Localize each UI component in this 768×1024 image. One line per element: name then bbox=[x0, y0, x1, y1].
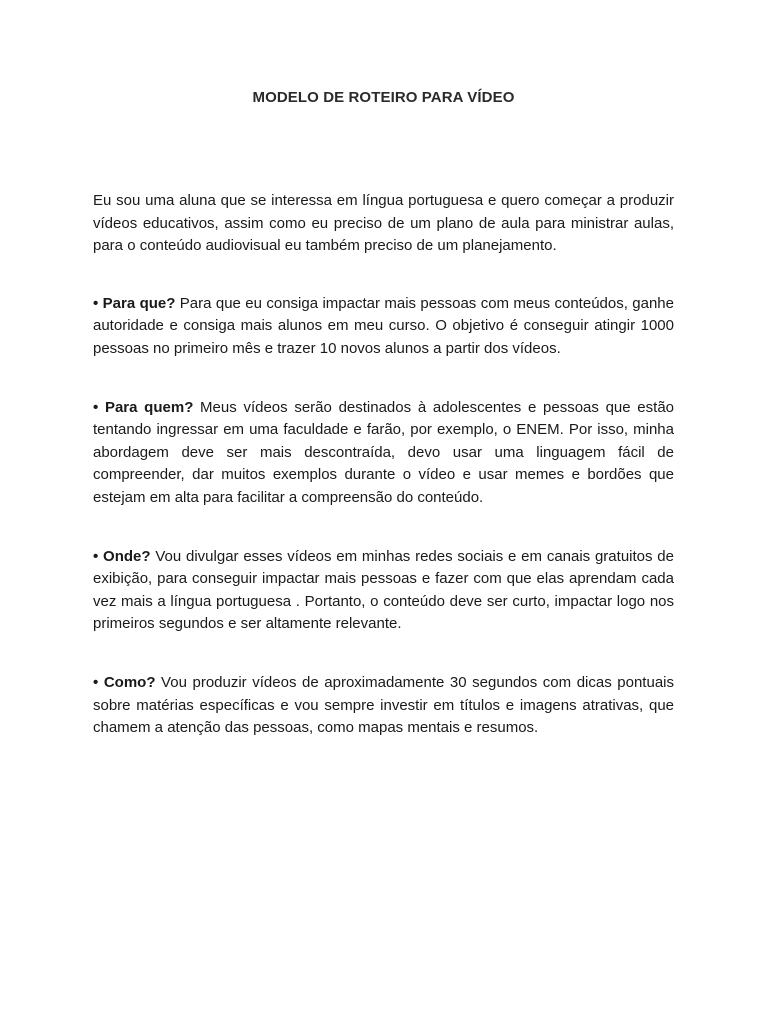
document-title: MODELO DE ROTEIRO PARA VÍDEO bbox=[252, 89, 515, 106]
section-text: Vou produzir vídeos de aproximadamente 30 segundos com dicas pontuais sobre matérias específicas e vou sempre investir em títulos e imagens atrativas, que chamem a atenção das pessoas, como mapas mentais e resumos. bbox=[93, 673, 674, 737]
section-label: • Para quem? bbox=[93, 398, 194, 416]
section-text: Vou divulgar esses vídeos em minhas redes sociais e em canais gratuitos de exibição, para conseguir impactar mais pessoas e fazer com que elas aprendam cada vez mais a língua portuguesa . Portanto, o conteúdo deve ser curto, impactar logo nos primeiros segundos e ser altamente relevante. bbox=[93, 547, 674, 633]
section-label: • Como? bbox=[93, 673, 156, 691]
section-label: • Onde? bbox=[93, 547, 151, 565]
section-como bbox=[93, 672, 674, 740]
section-para-que bbox=[93, 293, 674, 361]
section-label: • Para que? bbox=[93, 294, 176, 312]
section-para-quem bbox=[93, 397, 674, 510]
section-onde bbox=[93, 546, 674, 636]
intro-paragraph: Eu sou uma aluna que se interessa em língua portuguesa e quero começar a produzir vídeos educativos, assim como eu preciso de um plano de aula para ministrar aulas, para o conteúdo audiovisual eu também preciso de um planejamento. bbox=[93, 192, 674, 255]
section-text: Meus vídeos serão destinados à adolescentes e pessoas que estão tentando ingressar em uma faculdade e farão, por exemplo, o ENEM. Por isso, minha abordagem deve ser mais descontraída, devo usar uma linguagem fácil de compreender, dar muitos exemplos durante o vídeo e usar memes e bordões que estejam em alta para facilitar a compreensão do conteúdo. bbox=[93, 398, 675, 506]
section-text: Para que eu consiga impactar mais pessoas com meus conteúdos, ganhe autoridade e consiga mais alunos em meu curso. O objetivo é conseguir atingir 1000 pessoas no primeiro mês e trazer 10 novos alunos a partir dos vídeos. bbox=[93, 294, 674, 357]
